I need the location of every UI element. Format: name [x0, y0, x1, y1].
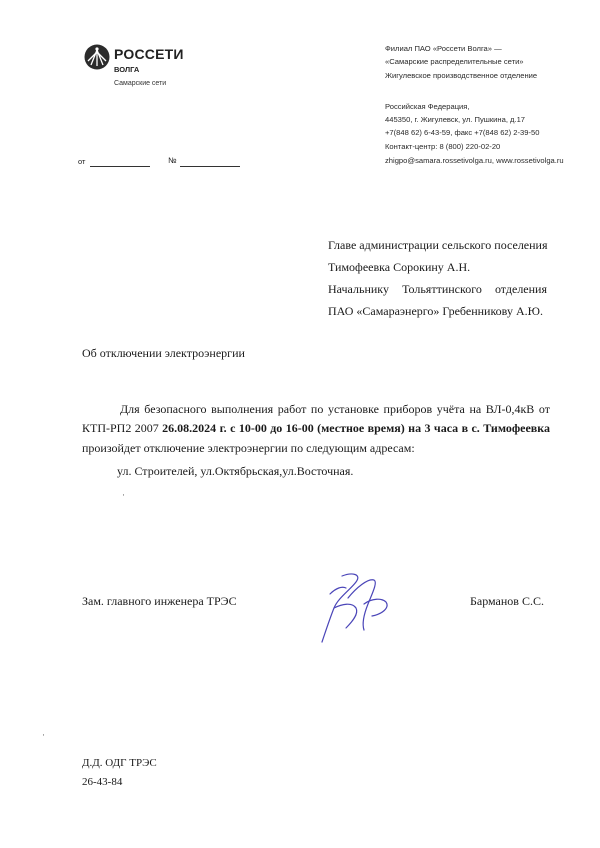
from-label: от: [78, 157, 86, 166]
header-branch-line2: «Самарские распределительные сети»: [385, 57, 524, 66]
header-country: Российская Федерация,: [385, 102, 470, 111]
street-list: ул. Строителей, ул.Октябрьская,ул.Восточная.: [117, 464, 354, 478]
addressee-line-3: Начальнику Тольяттинского отделения: [328, 282, 547, 296]
body-line-1: Для безопасного выполнения работ по установке приборов учёта на ВЛ-0,4кВ от: [120, 402, 550, 416]
header-phone-fax: +7(848 62) 6-43-59, факс +7(848 62) 2-39-50: [385, 128, 540, 137]
executor-name: Д.Д. ОДГ ТРЭС: [82, 757, 157, 769]
outage-schedule: 26.08.2024 г. с 10-00 до 16-00 (местное время) на 3 часа в с. Тимофеевка: [162, 421, 551, 435]
body-line-3: произойдет отключение электроэнергии по следующим адресам:: [82, 441, 415, 455]
header-email-web: zhigpo@samara.rossetivolga.ru, www.rossetivolga.ru: [385, 156, 564, 165]
addressee-line-4: ПАО «Самараэнерго» Гребенникову А.Ю.: [328, 304, 543, 318]
executor-phone: 26-43-84: [82, 776, 123, 788]
logo-company-name: РОССЕТИ: [114, 46, 184, 62]
header-address: 445350, г. Жигулевск, ул. Пушкина, д.17: [385, 115, 526, 124]
header-branch-line3: Жигулевское производственное отделение: [385, 71, 538, 80]
addressee-line-1: Главе администрации сельского поселения: [328, 238, 548, 252]
signatory-role: Зам. главного инженера ТРЭС: [82, 594, 237, 608]
header-contact-center: Контакт-центр: 8 (800) 220-02-20: [385, 142, 501, 151]
header-branch-line1: Филиал ПАО «Россети Волга» —: [385, 44, 502, 53]
number-line: [180, 166, 240, 167]
addressee-line-2: Тимофеевка Сорокину А.Н.: [328, 260, 471, 274]
scan-mark: ·: [42, 730, 45, 740]
rosseti-emblem-icon: [84, 44, 110, 70]
signatory-name: Барманов С.С.: [470, 594, 544, 608]
logo-region: ВОЛГА: [114, 65, 140, 74]
logo-subsidiary: Самарские сети: [114, 80, 167, 87]
body-line-2-start: КТП-РП2 2007: [82, 421, 163, 435]
from-date-line: [90, 166, 150, 167]
letter-subject: Об отключении электроэнергии: [82, 346, 245, 360]
handwritten-signature: [312, 568, 394, 648]
body-line-2: [82, 421, 550, 436]
scan-mark: ·: [122, 490, 125, 500]
number-label: №: [168, 156, 177, 165]
